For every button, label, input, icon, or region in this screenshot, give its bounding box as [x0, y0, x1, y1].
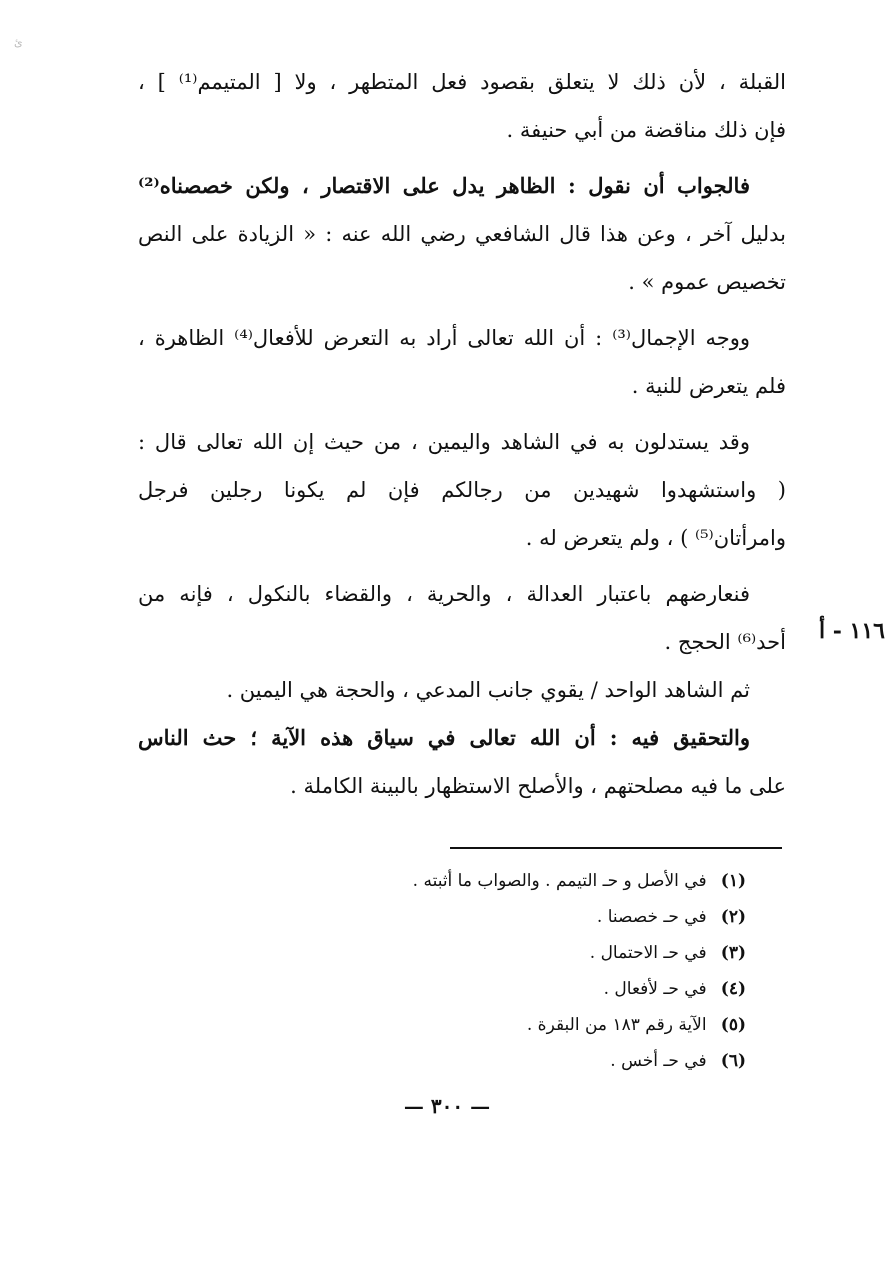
paragraph	[138, 418, 786, 562]
corner-mark: ئ	[14, 36, 23, 49]
text-line: فلم يتعرض للنية .	[631, 374, 786, 398]
paragraph	[138, 162, 786, 306]
footnote-text: في الأصل و حـ التيمم . والصواب ما أثبته .	[412, 871, 707, 891]
footnote	[300, 935, 746, 971]
main-text	[138, 58, 786, 810]
footnote-number: (٣)	[720, 943, 746, 963]
text-line: فإن ذلك مناقضة من أبي حنيفة .	[506, 118, 786, 142]
footnote	[300, 863, 746, 899]
paragraph	[138, 714, 786, 810]
text-line: أحد⁽⁶⁾ الحجج .	[664, 630, 786, 654]
footnote-text: في حـ خصصنا .	[596, 907, 707, 927]
footnote-text: في حـ أخس .	[610, 1051, 707, 1071]
footnote-text: الآية رقم ١٨٣ من البقرة .	[526, 1015, 707, 1035]
text-line: وقد يستدلون به في الشاهد واليمين ، من حيث إن الله تعالى قال :	[138, 430, 750, 454]
footnote-number: (١)	[720, 871, 746, 891]
footnote-text: في حـ الاحتمال .	[589, 943, 707, 963]
footnote-number: (٤)	[720, 979, 746, 999]
paragraph	[138, 666, 786, 714]
footnote-separator	[450, 847, 782, 849]
text-line: ثم الشاهد الواحد / يقوي جانب المدعي ، والحجة هي اليمين .	[226, 678, 750, 702]
text-line: تخصيص عموم » .	[628, 270, 786, 294]
paragraph	[138, 314, 786, 410]
footnote-number: (٢)	[720, 907, 746, 927]
footnote	[300, 1043, 746, 1079]
footnote-number: (٦)	[720, 1051, 746, 1071]
footnote	[300, 899, 746, 935]
footnote	[300, 971, 746, 1007]
footnote-text: في حـ لأفعال .	[603, 979, 707, 999]
folio-margin-note: ١١٦ - أ	[818, 618, 885, 644]
paragraph	[138, 58, 786, 154]
text-line: على ما فيه مصلحتهم ، والأصلح الاستظهار بالبينة الكاملة .	[290, 774, 786, 798]
text-line: ( واستشهدوا شهيدين من رجالكم فإن لم يكونا رجلين فرجل	[138, 478, 786, 502]
text-line: ووجه الإجمال⁽³⁾ : أن الله تعالى أراد به التعرض للأفعال⁽⁴⁾ الظاهرة ،	[138, 326, 750, 350]
footnote	[300, 1007, 746, 1043]
paragraph	[138, 570, 786, 666]
text-line: وامرأتان⁽⁵⁾ ) ، ولم يتعرض له .	[525, 526, 786, 550]
footnote-number: (٥)	[720, 1015, 746, 1035]
footnotes	[300, 863, 746, 1079]
text-line: فنعارضهم باعتبار العدالة ، والحرية ، والقضاء بالنكول ، فإنه من	[138, 582, 750, 606]
text-line: فالجواب أن نقول : الظاهر يدل على الاقتصار ، ولكن خصصناه⁽²⁾	[138, 173, 750, 198]
page-number: — ٣٠٠ —	[403, 1094, 491, 1118]
text-line: بدليل آخر ، وعن هذا قال الشافعي رضي الله عنه : « الزيادة على النص	[138, 222, 786, 246]
text-line: والتحقيق فيه : أن الله تعالى في سياق هذه الآية ؛ حث الناس	[138, 725, 750, 750]
text-line: القبلة ، لأن ذلك لا يتعلق بقصود فعل المتطهر ، ولا [ المتيمم⁽¹⁾ ] ،	[138, 70, 786, 94]
